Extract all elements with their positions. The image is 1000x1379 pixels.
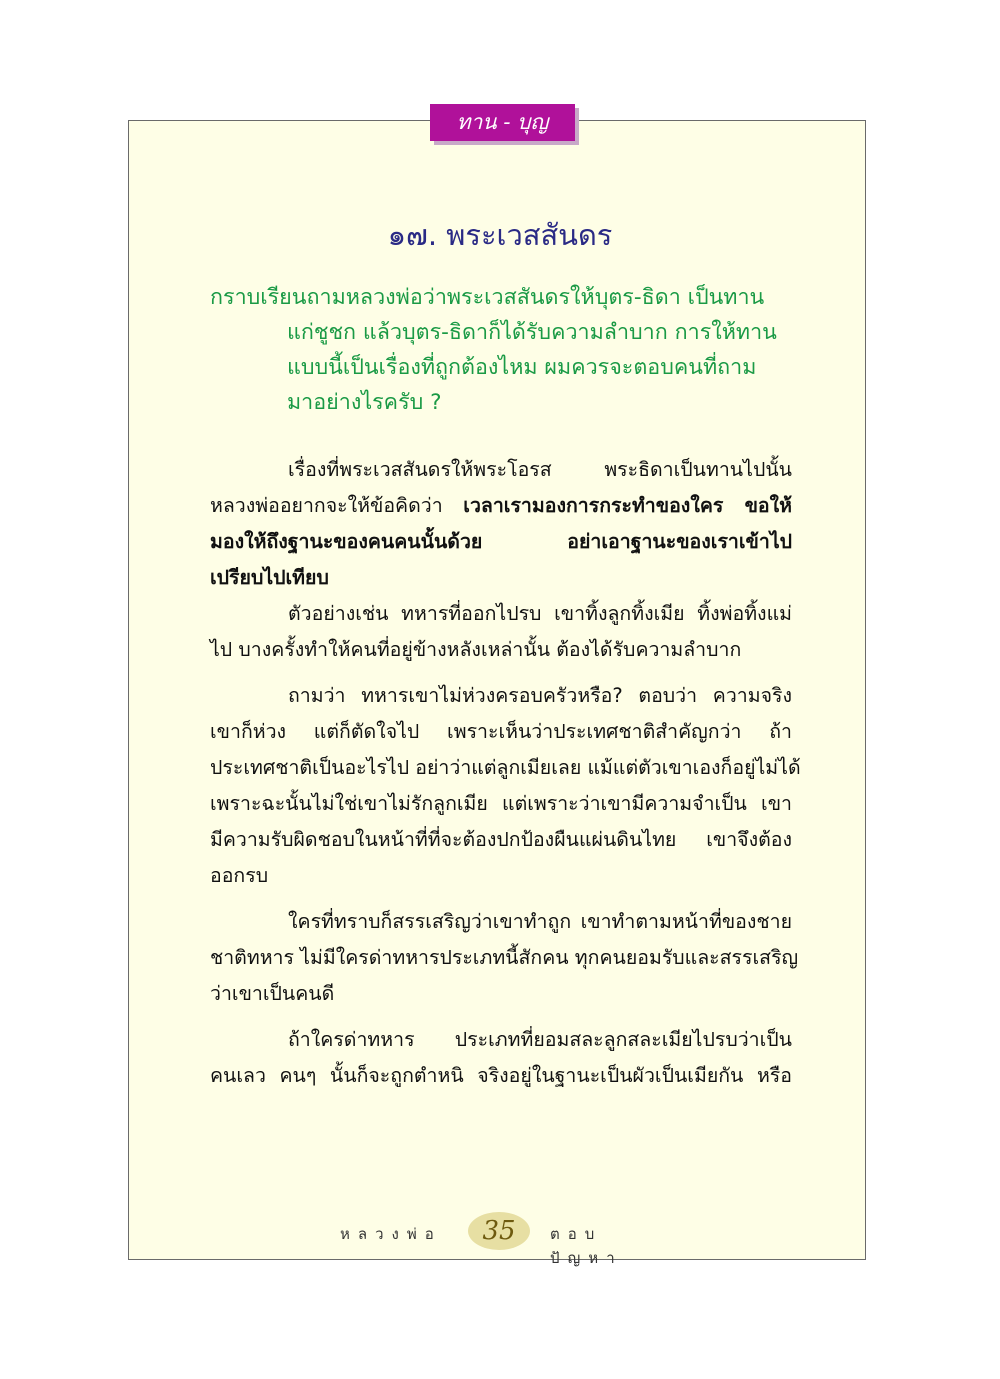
paragraph-line: เปรียบไปเทียบ	[210, 566, 329, 589]
paragraph-line	[210, 488, 792, 524]
answer-body	[210, 452, 801, 1094]
paragraph-line: ชาติทหาร ไม่มีใครด่าทหารประเภทนี้สักคน ทุกคนยอมรับและสรรเสริญ	[210, 946, 799, 969]
section-tab: ทาน - บุญ	[430, 104, 575, 141]
plain-text: หลวงพ่ออยากจะให้ข้อคิดว่า	[210, 494, 464, 517]
question-line: กราบเรียนถามหลวงพ่อว่าพระเวสสันดรให้บุตร-ธิดา เป็นทาน	[210, 285, 765, 310]
question-line: แก่ชูชก แล้วบุตร-ธิดาก็ได้รับความลำบาก การให้ทาน	[287, 320, 777, 345]
question-line: มาอย่างไรครับ ?	[287, 390, 442, 415]
paragraph-line: ตัวอย่างเช่น ทหารที่ออกไปรบ เขาทิ้งลูกทิ้งเมีย ทิ้งพ่อทิ้งแม่	[288, 602, 792, 625]
question-block	[210, 280, 795, 420]
paragraph-line: ว่าเขาเป็นคนดี	[210, 982, 335, 1005]
paragraph-line: ใครที่ทราบก็สรรเสริญว่าเขาทำถูก เขาทำตามหน้าที่ของชาย	[288, 910, 792, 933]
footer-left-text: หลวงพ่อ	[340, 1225, 442, 1243]
paragraph-line: ไป บางครั้งทำให้คนที่อยู่ข้างหลังเหล่านั้น ต้องได้รับความลำบาก	[210, 638, 742, 661]
paragraph-line: ถ้าใครด่าทหาร ประเภทที่ยอมสละลูกสละเมียไปรบว่าเป็น	[288, 1028, 792, 1051]
question-line: แบบนี้เป็นเรื่องที่ถูกต้องไหม ผมควรจะตอบคนที่ถาม	[287, 355, 757, 380]
paragraph-line: มีความรับผิดชอบในหน้าที่ที่จะต้องปกป้องผืนแผ่นดินไทย เขาจึงต้อง	[210, 828, 792, 851]
paragraph-line: ประเทศชาติเป็นอะไรไป อย่าว่าแต่ลูกเมียเลย แม้แต่ตัวเขาเองก็อยู่ไม่ได้	[210, 756, 801, 779]
paragraph-line: ถามว่า ทหารเขาไม่ห่วงครอบครัวหรือ? ตอบว่า ความจริง	[288, 684, 792, 707]
paragraph-line: เพราะฉะนั้นไม่ใช่เขาไม่รักลูกเมีย แต่เพราะว่าเขามีความจำเป็น เขา	[210, 792, 792, 815]
page-number: 35	[468, 1212, 530, 1250]
page-footer	[340, 1212, 660, 1267]
paragraph-line: เขาก็ห่วง แต่ก็ตัดใจไป เพราะเห็นว่าประเทศชาติสำคัญกว่า ถ้า	[210, 720, 792, 743]
paragraph-line: เรื่องที่พระเวสสันดรให้พระโอรส พระธิดาเป็นทานไปนั้น	[288, 458, 792, 481]
paragraph-line: ออกรบ	[210, 864, 269, 887]
paragraph-line: มองให้ถึงฐานะของคนคนนั้นด้วย อย่าเอาฐานะของเราเข้าไป	[210, 530, 792, 553]
paragraph-line: คนเลว คนๆ นั้นก็จะถูกตำหนิ จริงอยู่ในฐานะเป็นผัวเป็นเมียกัน หรือ	[210, 1064, 792, 1087]
chapter-title: ๑๗. พระเวสสันดร	[387, 218, 613, 252]
footer-right-text: ตอบปัญหา	[550, 1225, 623, 1267]
bold-text: เวลาเรามองการกระทำของใคร ขอให้	[463, 494, 792, 517]
